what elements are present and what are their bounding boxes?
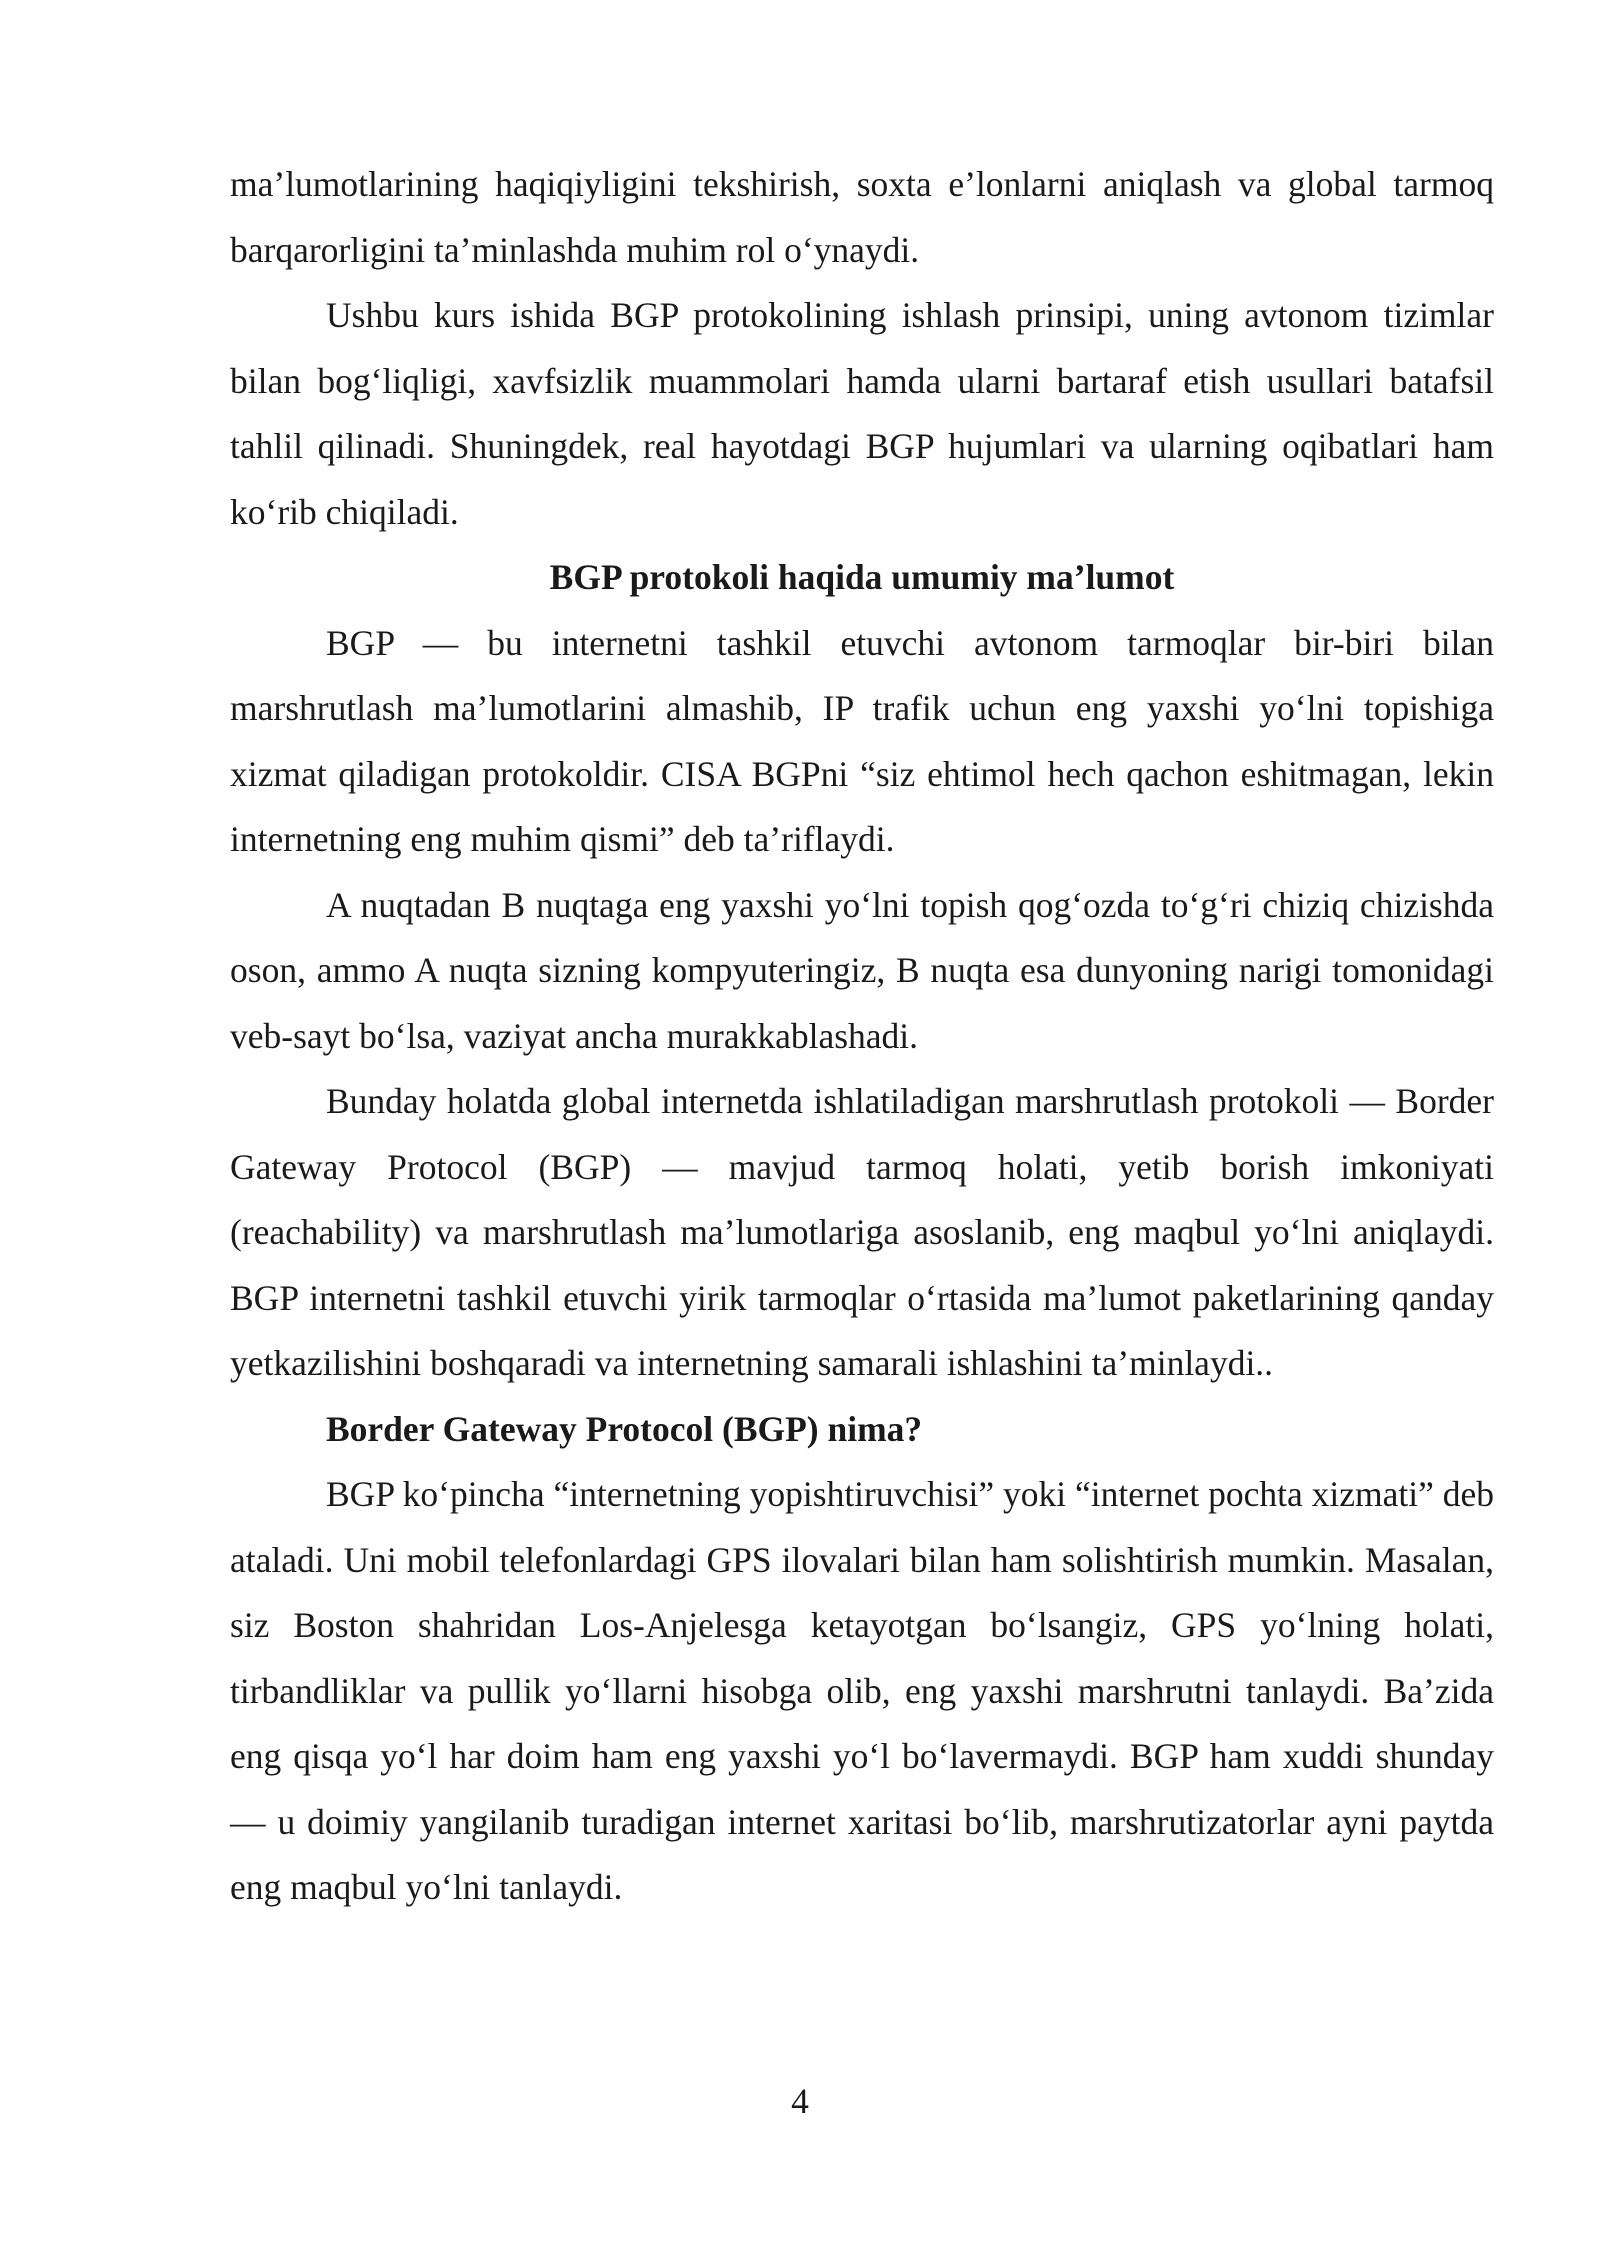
paragraph-routing: Bunday holatda global internetda ishlatiladigan marshrutlash protokoli — Border Gateway Protocol (BGP) — mavjud tarmoq holati, yetib borish imkoniyati (reachability) va marshrutlash ma’lumotlariga asoslanib, eng maqbul yo‘lni aniqlaydi. BGP internetni tashkil etuvchi yirik tarmoqlar o‘rtasida ma’lumot paketlarining qanday yetkazilishini boshqaradi va internetning samarali ishlashini ta’minlaydi.. bbox=[230, 1081, 1494, 1383]
section-heading-overview: BGP protokoli haqida umumiy ma’lumot bbox=[549, 557, 1175, 597]
paragraph-example-ab: A nuqtadan B nuqtaga eng yaxshi yo‘lni topish qog‘ozda to‘g‘ri chiziq chizishda oson, ammo A nuqta sizning kompyuteringiz, B nuqta esa dunyoning narigi tomonidagi veb-sayt bo‘lsa, vaziyat ancha murakkablashadi. bbox=[230, 884, 1494, 1056]
document-page bbox=[230, 152, 1494, 1921]
paragraph-continued: ma’lumotlarining haqiqiyligini tekshirish, soxta e’lonlarni aniqlash va global tarmoq barqarorligini ta’minlashda muhim rol o‘ynaydi. bbox=[230, 164, 1494, 270]
paragraph-gps-analogy: BGP ko‘pincha “internetning yopishtiruvchisi” yoki “internet pochta xizmati” deb ataladi. Uni mobil telefonlardagi GPS ilovalari bilan ham solishtirish mumkin. Masalan, siz Boston shahridan Los-Anjelesga ketayotgan bo‘lsangiz, GPS yo‘lning holati, tirbandliklar va pullik yo‘llarni hisobga olib, eng yaxshi marshrutni tanlaydi. Ba’zida eng qisqa yo‘l har doim ham eng yaxshi yo‘l bo‘lavermaydi. BGP ham xuddi shunday — u doimiy yangilanib turadigan internet xaritasi bo‘lib, marshrutizatorlar ayni paytda eng maqbul yo‘lni tanlaydi. bbox=[230, 1474, 1494, 1907]
paragraph-intro: Ushbu kurs ishida BGP protokolining ishlash prinsipi, uning avtonom tizimlar bilan bog‘liqligi, xavfsizlik muammolari hamda ularni bartaraf etish usullari batafsil tahlil qilinadi. Shuningdek, real hayotdagi BGP hujumlari va ularning oqibatlari ham ko‘rib chiqiladi. bbox=[230, 295, 1494, 532]
paragraph-definition: BGP — bu internetni tashkil etuvchi avtonom tarmoqlar bir-biri bilan marshrutlash ma’lumotlarini almashib, IP trafik uchun eng yaxshi yo‘lni topishiga xizmat qiladigan protokoldir. CISA BGPni “siz ehtimol hech qachon eshitmagan, lekin internetning eng muhim qismi” deb ta’riflaydi. bbox=[230, 622, 1494, 859]
section-heading-what-is-bgp: Border Gateway Protocol (BGP) nima? bbox=[326, 1408, 923, 1449]
page-number: 4 bbox=[791, 2081, 809, 2121]
